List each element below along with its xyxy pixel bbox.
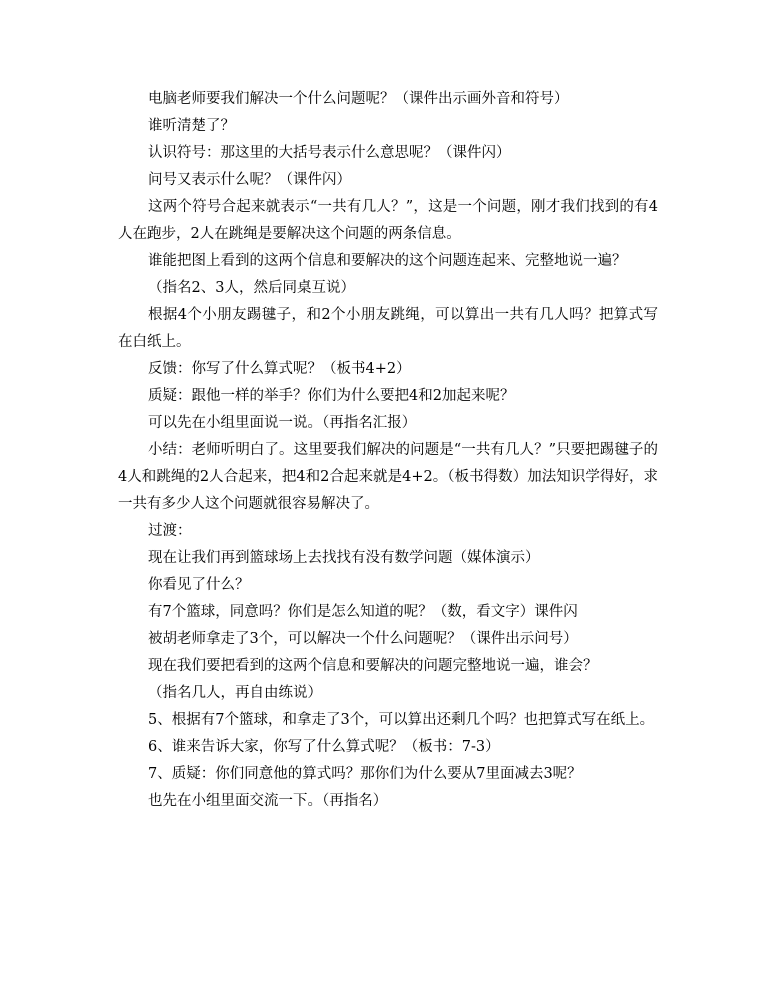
paragraph: 5、根据有7个篮球，和拿走了3个，可以算出还剩几个吗？也把算式写在纸上。 (148, 712, 655, 728)
paragraph: 电脑老师要我们解决一个什么问题呢？（课件出示画外音和符号） (148, 91, 569, 107)
paragraph: 认识符号：那这里的大括号表示什么意思呢？（课件闪） (148, 145, 511, 161)
paragraph: 现在让我们再到篮球场上去找找有没有数学问题（媒体演示） (148, 550, 540, 566)
paragraph: 可以先在小组里面说一说。（再指名汇报） (148, 415, 417, 431)
paragraph: 根据4个小朋友踢毽子，和2个小朋友跳绳，可以算出一共有几人吗？把算式写在白纸上。 (118, 307, 658, 350)
paragraph: 也先在小组里面交流一下。（再指名） (148, 793, 388, 809)
paragraph: 6、谁来告诉大家，你写了什么算式呢？（板书：7-3） (148, 739, 500, 755)
paragraph: 你看见了什么？ (148, 577, 250, 593)
paragraph: 被胡老师拿走了3个，可以解决一个什么问题呢？（课件出示问号） (148, 631, 578, 647)
paragraph: 谁听清楚了？ (148, 118, 235, 134)
paragraph: 质疑：跟他一样的举手？你们为什么要把4和2加起来呢？ (148, 388, 515, 404)
paragraph: 问号又表示什么呢？（课件闪） (148, 172, 351, 188)
paragraph: 小结：老师听明白了。这里要我们解决的问题是“一共有几人？”只要把踢毽子的4人和跳绳的2人合起来，把4和2合起来就是4+2。（板书得数）加法知识学得好，求一共有多少人这个问题就很容易解决了。 (118, 442, 658, 512)
paragraph: 现在我们要把看到的这两个信息和要解决的问题完整地说一遍，谁会？ (148, 658, 598, 674)
paragraph: 这两个符号合起来就表示“一共有几人？”，这是一个问题，刚才我们找到的有4人在跑步，2人在跳绳是要解决这个问题的两条信息。 (118, 199, 658, 242)
paragraph: 谁能把图上看到的这两个信息和要解决的这个问题连起来、完整地说一遍？ (148, 253, 627, 269)
paragraph: （指名几人，再自由练说） (148, 685, 322, 701)
paragraph: 有7个篮球，同意吗？你们是怎么知道的呢？（数，看文字）课件闪 (148, 604, 578, 620)
paragraph: 7、质疑：你们同意他的算式吗？那你们为什么要从7里面减去3呢？ (148, 766, 582, 782)
document-body (118, 86, 658, 815)
paragraph: 反馈：你写了什么算式呢？（板书4+2） (148, 361, 411, 377)
paragraph: 过渡： (148, 523, 192, 539)
paragraph: （指名2、3人，然后同桌互说） (148, 280, 355, 296)
